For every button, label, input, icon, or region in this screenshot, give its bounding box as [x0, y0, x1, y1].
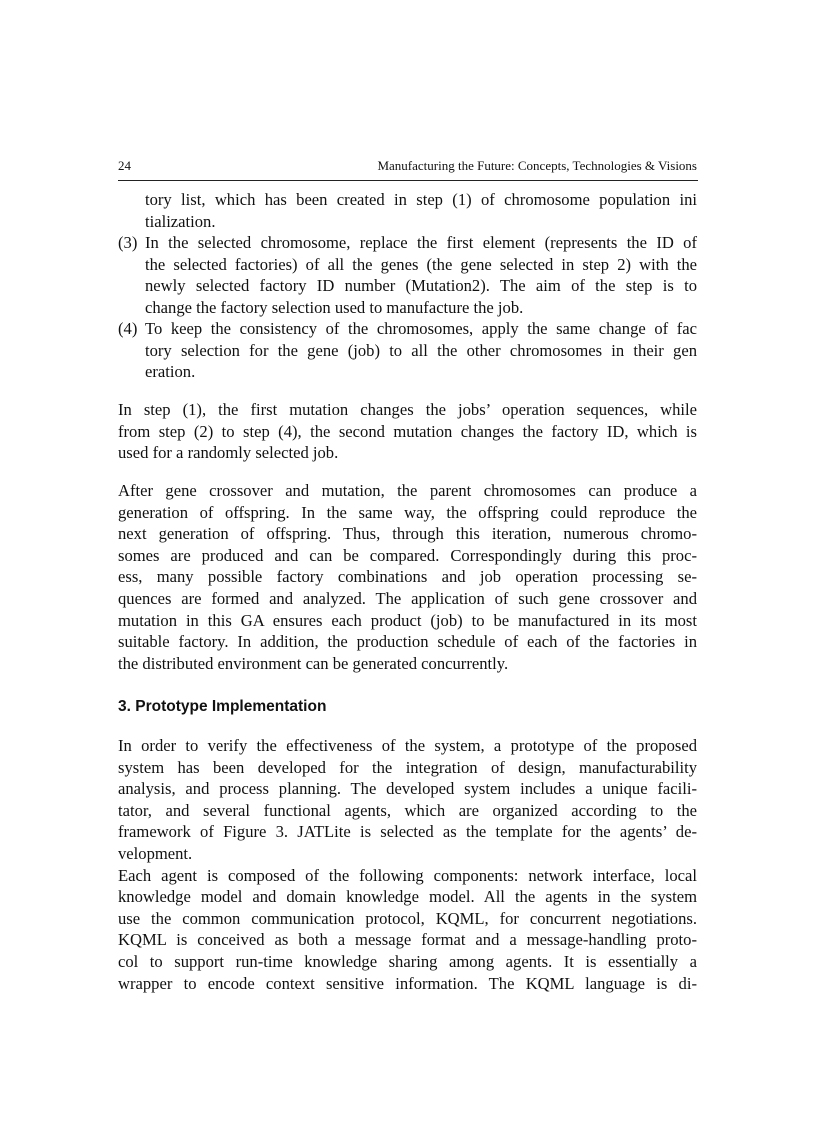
text-line: somes are produced and can be compared. Correspondingly during this proc- — [118, 545, 697, 565]
text-line: mutation in this GA ensures each product (job) to be manufactured in its most — [118, 610, 697, 630]
text-line: To keep the consistency of the chromosomes, apply the same change of fac — [145, 319, 697, 338]
text-line: quences are formed and analyzed. The application of such gene crossover and — [118, 588, 697, 608]
text-line: In step (1), the first mutation changes the jobs’ operation sequences, while — [118, 400, 697, 419]
page-number: 24 — [118, 158, 131, 173]
continued-list-item — [118, 189, 697, 232]
list-item-3 — [118, 232, 697, 318]
text-line: system has been developed for the integration of design, manufacturability — [118, 757, 697, 777]
text-line: newly selected factory ID number (Mutation2). The aim of the step is to — [145, 276, 697, 296]
text-line: from step (2) to step (4), the second mutation changes the factory ID, which is — [118, 421, 697, 441]
text-line: tator, and several functional agents, which are organized according to the — [118, 800, 697, 820]
text-line: knowledge model and domain knowledge model. All the agents in the system — [118, 887, 697, 907]
paragraph — [118, 399, 697, 464]
text-line: KQML is conceived as both a message format and a message-handling proto- — [118, 930, 697, 950]
text-line: use the common communication protocol, KQML, for concurrent negotiations. — [118, 908, 697, 928]
running-title: Manufacturing the Future: Concepts, Technologies & Visions — [377, 158, 697, 173]
text-line: next generation of offspring. Thus, through this iteration, numerous chromo- — [118, 524, 697, 544]
section-heading: 3. Prototype Implementation — [118, 698, 327, 715]
text-line: eration. — [145, 362, 196, 382]
text-line: col to support run-time knowledge sharing among agents. It is essentially a — [118, 951, 697, 971]
header-rule — [118, 180, 698, 181]
text-line: In the selected chromosome, replace the first element (represents the ID of — [145, 233, 697, 252]
text-line: wrapper to encode context sensitive information. The KQML language is di- — [118, 973, 697, 993]
text-line: generation of offspring. In the same way, the offspring could reproduce the — [118, 502, 697, 522]
text-line: change the factory selection used to manufacture the job. — [145, 297, 524, 317]
text-line: framework of Figure 3. JATLite is selected as the template for the agents’ de- — [118, 822, 697, 842]
text-line: ess, many possible factory combinations and job operation processing se- — [118, 567, 697, 587]
paragraph — [118, 480, 697, 674]
running-header — [118, 158, 697, 174]
text-line: tory selection for the gene (job) to all the other chromosomes in their gen — [145, 340, 697, 360]
text-line: After gene crossover and mutation, the parent chromosomes can produce a — [118, 481, 697, 500]
list-item-4 — [118, 318, 697, 383]
text-line: tory list, which has been created in step (1) of chromosome population ini — [145, 190, 697, 209]
list-number: (3) — [118, 233, 138, 252]
text-line: the selected factories) of all the genes (the gene selected in step 2) with the — [145, 254, 697, 274]
text-line: Each agent is composed of the following components: network interface, local — [118, 865, 697, 885]
list-number: (4) — [118, 319, 138, 338]
paragraph — [118, 735, 697, 994]
text-line: used for a randomly selected job. — [118, 443, 339, 463]
text-line: the distributed environment can be generated concurrently. — [118, 653, 509, 673]
text-line: velopment. — [118, 843, 193, 863]
text-line: analysis, and process planning. The developed system includes a unique facili- — [118, 779, 697, 799]
text-line: In order to verify the effectiveness of the system, a prototype of the proposed — [118, 736, 697, 755]
text-line: suitable factory. In addition, the production schedule of each of the factories in — [118, 632, 697, 652]
text-line: tialization. — [145, 211, 216, 231]
